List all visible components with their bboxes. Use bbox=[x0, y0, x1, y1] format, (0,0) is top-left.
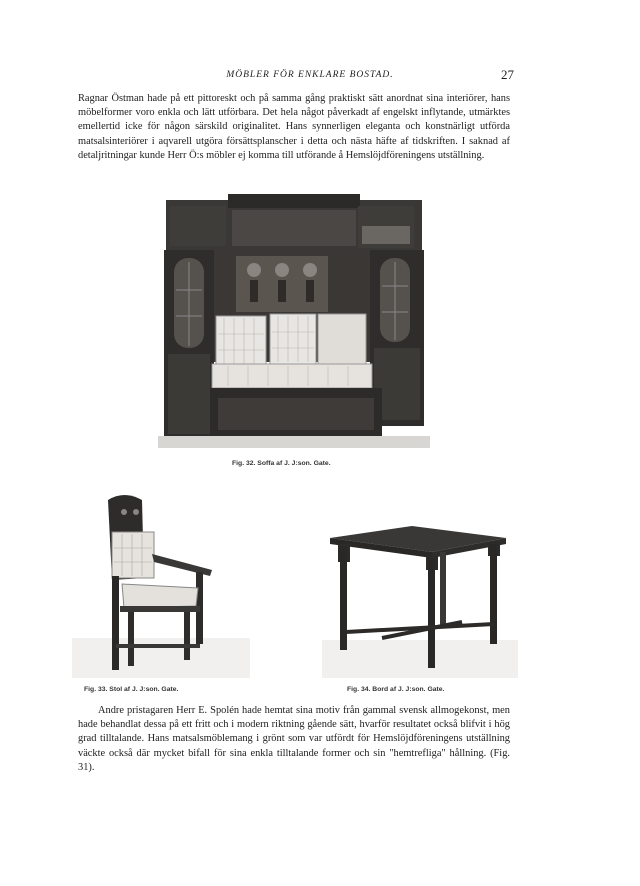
figure-table-image bbox=[322, 512, 518, 678]
paragraph-1: Ragnar Östman hade på ett pittoreskt och på samma gång praktiskt sätt anordnat sina interiörer, hans möbelformer voro enkla och lätt utförbara. Det hela något påverkadt af engelskt inflytande, utmärktes emellertid icke för någon särskild originalitet. Hans synnerligen eleganta och konstnärligt utförda matsalsinteriörer i aqvarell utgöra försättsplanscher i detta och nästa häfte af tidskriften. I saknad af detaljritningar kunde Herr Ö:s möbler ej komma till utförande å Hemslöjdföreningens utställning. bbox=[78, 93, 510, 161]
figure-table-caption: Fig. 34. Bord af J. J:son. Gate. bbox=[347, 686, 445, 693]
page-number: 27 bbox=[501, 67, 514, 82]
running-title: MÖBLER FÖR ENKLARE BOSTAD. bbox=[226, 70, 394, 80]
figure-sofa-caption: Fig. 32. Soffa af J. J:son. Gate. bbox=[232, 460, 331, 467]
figure-chair-caption: Fig. 33. Stol af J. J:son. Gate. bbox=[84, 686, 179, 693]
paragraph-2: Andre pristagaren Herr E. Spolén hade hemtat sina motiv från gammal svensk allmogekonst, men hade behandlat dessa på ett fritt och i modern riktning gående sätt, hvarför resultatet också blifvit i hög grad tilltalande. Hans matsalsmöblemang i grönt som var utfördt för Hemslöjdföreningens utställning väckte också där mycket bifall för sina enkla tilltalande former och sin "hemtrefliga" hållning. (Fig. 31). bbox=[78, 705, 510, 773]
figure-sofa-image bbox=[158, 186, 430, 448]
figure-chair-image bbox=[72, 488, 250, 678]
